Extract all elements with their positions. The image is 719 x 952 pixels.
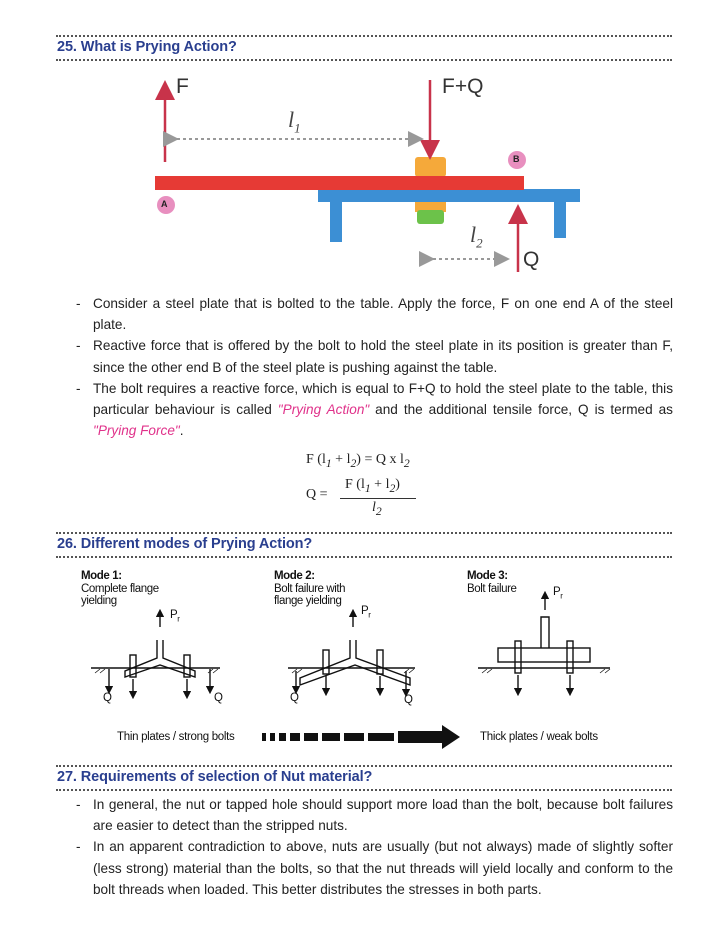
prying-action-term: "Prying Action" [277, 402, 370, 418]
mode3-label: Mode 3: Bolt failure [467, 570, 517, 595]
bolt-washer [417, 210, 444, 224]
section-divider-top [56, 532, 672, 534]
label-l2: $l_2$ [470, 222, 483, 251]
section-divider-bottom [56, 789, 672, 791]
table-leg-left [330, 202, 342, 242]
label-B: B [513, 154, 520, 164]
mode3-force-label: $P_r$ [553, 586, 563, 601]
prying-modes-diagram [0, 555, 719, 755]
bullet-1: - Consider a steel plate that is bolted to the table. Apply the force, F on one end A of the steel plate. [76, 293, 673, 335]
table-leg-right [554, 202, 566, 238]
section-25-title: 25. What is Prying Action? [57, 39, 237, 55]
equation-1: F $(l_1 + l_2) = Q$ x $l_2$ [306, 452, 410, 470]
prying-force-term: "Prying Force" [93, 423, 180, 439]
range-left-label: Thin plates / strong bolts [117, 731, 235, 743]
bolt-nut-top [415, 157, 446, 177]
label-Q: Q [523, 248, 540, 271]
mode1-figure [91, 613, 220, 695]
bullet-2: - In an apparent contradiction to above, nuts are usually (but not always) made of slightly softer (less strong) material than the bolts, so that the nut threads will yield locally and conform to the bolt threads when loaded. This better distributes the stresses in both parts. [76, 836, 673, 900]
mode3-figure [478, 595, 610, 692]
bullet-1: - In general, the nut or tapped hole should support more load than the bolt, because bolt failures are easier to detect than the stripped nuts. [76, 794, 673, 836]
mode1-force-label: $P_r$ [170, 609, 180, 624]
section-26-title: 26. Different modes of Prying Action? [57, 536, 313, 552]
equation-2-lhs: Q = [306, 487, 328, 502]
progression-arrow [262, 725, 460, 749]
label-A: A [161, 199, 168, 209]
section-divider-top [56, 765, 672, 767]
mode2-force-label: $P_r$ [361, 605, 371, 620]
mode1-label: Mode 1: Complete flange yielding [81, 570, 159, 607]
mode1-q-right: Q [214, 692, 223, 704]
bullet-3: - The bolt requires a reactive force, which is equal to F+Q to hold the steel plate to the table, this particular behaviour is called "Prying Action" and the additional tensile force, Q is termed as "Prying Force". [76, 378, 673, 442]
section-27-title: 27. Requirements of selection of Nut material? [57, 769, 373, 785]
mode2-label: Mode 2: Bolt failure with flange yielding [274, 570, 346, 607]
mode2-q-left: Q [290, 692, 299, 704]
range-right-label: Thick plates / weak bolts [480, 731, 598, 743]
table-top [318, 189, 580, 202]
section-25-bullets [76, 293, 673, 441]
mode1-q-left: Q [103, 692, 112, 704]
prying-action-diagram [0, 0, 719, 290]
label-FQ: F+Q [442, 75, 484, 98]
label-F: F [176, 75, 189, 98]
mode2-q-right: Q [404, 694, 413, 706]
label-l1: $l_1$ [288, 107, 301, 136]
equation-2-fraction-bar [340, 498, 416, 499]
section-27-bullets [76, 794, 673, 900]
equation-2-denominator: $l_2$ [372, 500, 382, 518]
steel-plate [155, 176, 524, 190]
mode2-figure [288, 613, 415, 693]
bullet-2: - Reactive force that is offered by the bolt to hold the steel plate in its position is greater than F, since the other end B of the steel plate is pushing against the table. [76, 335, 673, 377]
equation-2-numerator: F $(l_1 + l_2)$ [345, 477, 400, 495]
